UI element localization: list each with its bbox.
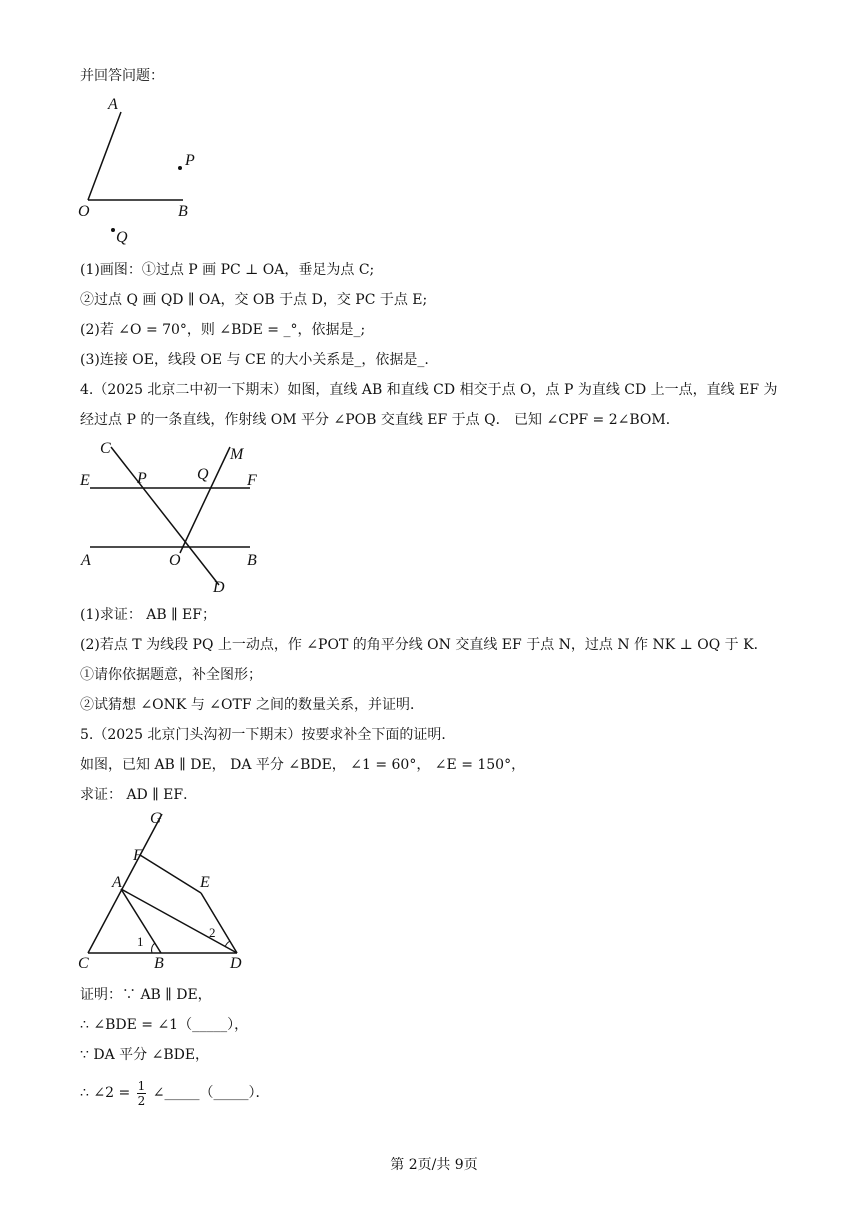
q3-figure [70, 90, 220, 250]
q4-stem-line2: 经过点 P 的一条直线，作射线 OM 平分 ∠POB 交直线 EF 于点 Q． 已知 ∠CPF = 2∠BOM． [80, 412, 680, 428]
q5-proof-4-post: ∠_____（_____）． [152, 1085, 270, 1101]
q5-proof-4-pre: ∴ ∠2 = [80, 1085, 131, 1101]
q4-part2: (2)若点 T 为线段 PQ 上一动点，作 ∠POT 的角平分线 ON 交直线 EF 于点 N，过点 N 作 NK ⊥ OQ 于 K． [80, 637, 768, 653]
q5-frac-den: 2 [137, 1093, 146, 1108]
q5-label-G: G [150, 810, 162, 827]
q5-proof-2: ∴ ∠BDE = ∠1（_____）， [80, 1017, 249, 1033]
q4-stem-line1: 4.（2025 北京二中初一下期末）如图，直线 AB 和直线 CD 相交于点 O，点 P 为直线 CD 上一点，直线 EF 为 [80, 382, 778, 398]
q5-stem: 5.（2025 北京门头沟初一下期末）按要求补全下面的证明． [80, 727, 456, 743]
q5-label-B: B [154, 955, 164, 972]
q4-label-F: F [247, 472, 257, 489]
q3-part2: (2)若 ∠O = 70°，则 ∠BDE = _°，依据是_; [80, 322, 366, 338]
q5-proof-3: ∵ DA 平分 ∠BDE， [80, 1047, 210, 1063]
q4-label-D: D [213, 579, 225, 596]
q4-label-E: E [80, 472, 90, 489]
q5-given: 如图，已知 AB ∥ DE， DA 平分 ∠BDE， ∠1 = 60°， ∠E = 150°， [80, 757, 526, 773]
q4-figure [75, 435, 275, 600]
q3-label-O: O [78, 203, 90, 220]
q3-part1-b: ②过点 Q 画 QD ∥ OA，交 OB 于点 D，交 PC 于点 E; [80, 292, 428, 308]
q4-part2-b: ②试猜想 ∠ONK 与 ∠OTF 之间的数量关系，并证明． [80, 697, 424, 713]
q5-label-angle2: 2 [209, 925, 216, 940]
q4-label-Q: Q [197, 466, 209, 483]
q3-label-A: A [108, 96, 118, 113]
q4-label-O: O [169, 552, 181, 569]
q5-fraction [137, 1079, 147, 1108]
q5-frac-num: 1 [137, 1078, 146, 1093]
page-footer: 第 2页/共 9页 [390, 1157, 478, 1173]
q5-label-A: A [112, 874, 122, 891]
q3-label-P: P [185, 152, 195, 169]
q5-label-D: D [230, 955, 242, 972]
q3-part1-a: (1)画图：①过点 P 画 PC ⊥ OA，垂足为点 C; [80, 262, 375, 278]
q5-label-C: C [78, 955, 89, 972]
q4-part2-a: ①请你依据题意，补全图形； [80, 667, 262, 683]
q3-part3: (3)连接 OE，线段 OE 与 CE 的大小关系是_，依据是_. [80, 352, 429, 368]
q5-proof-4 [80, 1075, 269, 1111]
q5-proof-1: 证明：∵ AB ∥ DE， [80, 987, 212, 1003]
q5-label-F: F [133, 847, 143, 864]
q4-part1: (1)求证： AB ∥ EF； [80, 607, 216, 623]
q5-figure [70, 810, 260, 980]
q3-label-B: B [178, 203, 188, 220]
q4-label-M: M [230, 446, 244, 463]
q5-prove: 求证： AD ∥ EF． [80, 787, 198, 803]
q4-label-C: C [100, 440, 111, 457]
q4-label-B: B [247, 552, 257, 569]
q3-intro: 并回答问题： [80, 68, 164, 84]
q4-label-P: P [137, 470, 147, 487]
q5-label-E: E [200, 874, 210, 891]
q4-label-A: A [81, 552, 91, 569]
q3-label-Q: Q [116, 229, 128, 246]
q5-label-angle1: 1 [137, 934, 144, 949]
